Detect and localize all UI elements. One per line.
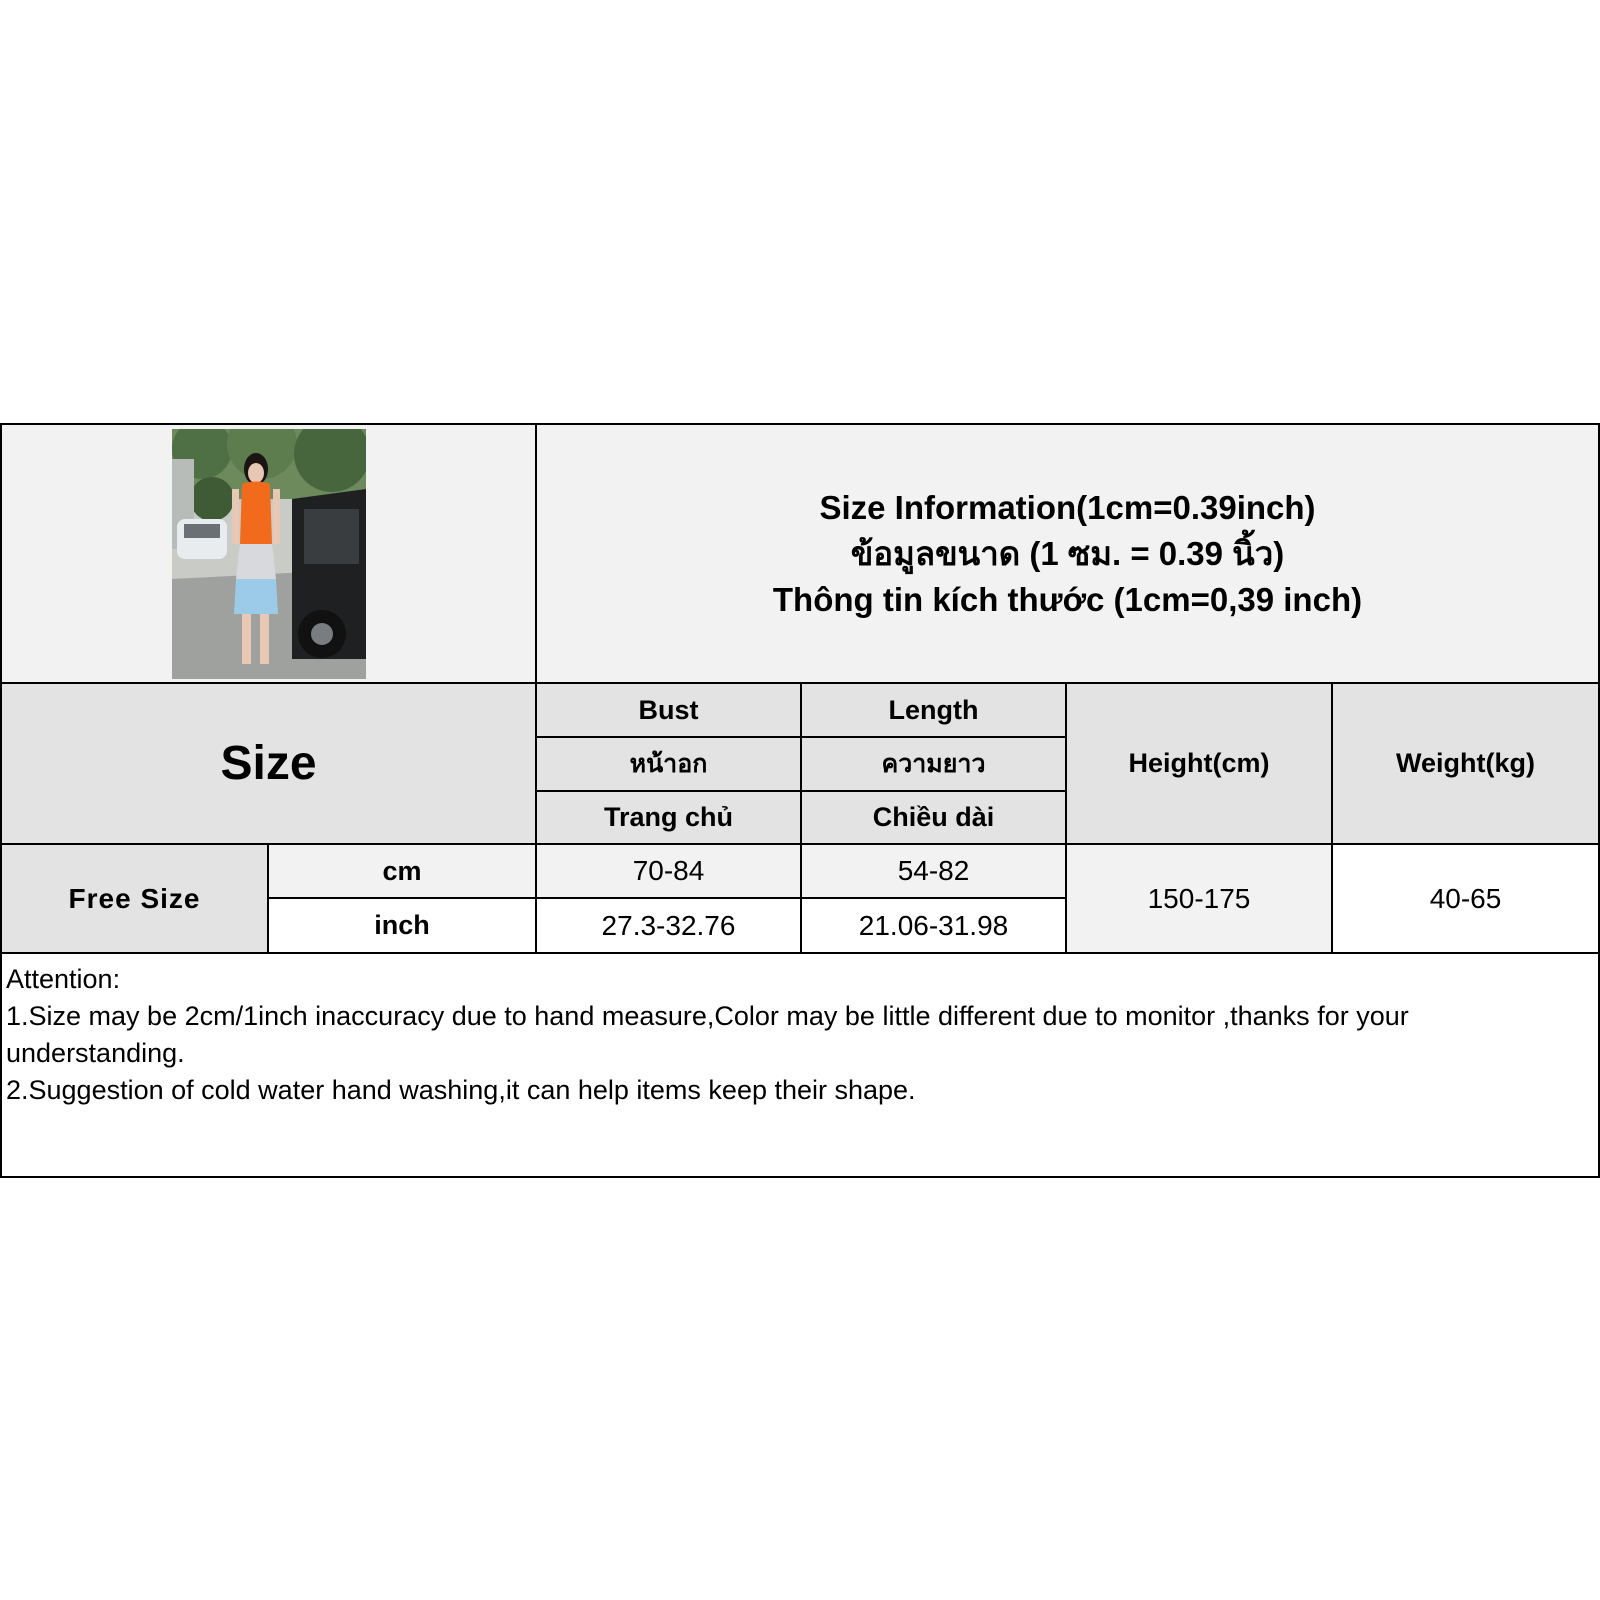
grid-line xyxy=(269,897,1065,899)
title-line-3: Thông tin kích thước (1cm=0,39 inch) xyxy=(772,580,1363,618)
product-photo xyxy=(172,429,366,679)
length-cm-value: 54-82 xyxy=(802,845,1065,897)
bust-cm-value: 70-84 xyxy=(537,845,800,897)
bust-header-en: Bust xyxy=(537,684,800,736)
weight-value: 40-65 xyxy=(1333,845,1598,952)
notes-line-2: 2.Suggestion of cold water hand washing,it can help items keep their shape. xyxy=(6,1075,916,1105)
title-line-1: Size Information(1cm=0.39inch) xyxy=(819,488,1316,526)
length-header-th: ความยาว xyxy=(802,738,1065,790)
title-line-2: ข้อมูลขนาด (1 ซม. = 0.39 นิ้ว) xyxy=(850,534,1285,572)
length-header-vi: Chiều dài xyxy=(802,792,1065,843)
bust-inch-value: 27.3-32.76 xyxy=(537,899,800,952)
size-header: Size xyxy=(2,684,535,843)
grid-line xyxy=(1065,684,1067,952)
bust-header-vi: Trang chủ xyxy=(537,792,800,843)
size-chart xyxy=(0,423,1600,1178)
unit-cm: cm xyxy=(269,845,535,897)
grid-line xyxy=(267,845,269,952)
unit-inch: inch xyxy=(269,899,535,952)
grid-line xyxy=(2,952,1598,954)
length-inch-value: 21.06-31.98 xyxy=(802,899,1065,952)
grid-line xyxy=(800,684,802,952)
grid-line xyxy=(535,425,537,952)
weight-header: Weight(kg) xyxy=(1333,684,1598,843)
product-photo-cell xyxy=(2,425,535,682)
grid-line xyxy=(1331,684,1333,952)
size-information-title xyxy=(537,425,1598,682)
notes-line-1: 1.Size may be 2cm/1inch inaccuracy due to hand measure,Color may be little different due to monitor ,thanks for your understanding. xyxy=(6,1001,1409,1068)
height-value: 150-175 xyxy=(1067,845,1331,952)
length-header-en: Length xyxy=(802,684,1065,736)
notes-heading: Attention: xyxy=(6,964,121,994)
bust-header-th: หน้าอก xyxy=(537,738,800,790)
height-header: Height(cm) xyxy=(1067,684,1331,843)
free-size-label: Free Size xyxy=(2,845,267,952)
attention-notes xyxy=(6,961,1586,1109)
